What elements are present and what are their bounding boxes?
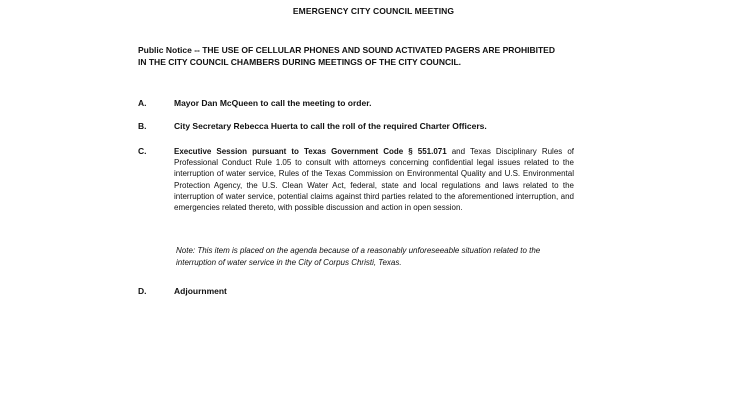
item-c-text xyxy=(174,146,574,213)
item-c-body: and Texas Disciplinary Rules of Professional Conduct Rule 1.05 to consult with attorneys concerning confidential legal issues related to the interruption of water service, Rules of the Texas Commission on Environmental Quality and U.S. Environmental Protection Agency, the U.S. Clean Water Act, federal, state and local regulations and laws related to the interruption of water service, potential claims against third parties related to the aforementioned interruption, and emergencies related thereto, with possible discussion and action in open session. xyxy=(174,147,574,213)
item-d-letter: D. xyxy=(138,286,147,296)
item-d-text: Adjournment xyxy=(174,286,227,296)
item-b-letter: B. xyxy=(138,121,147,131)
item-c-note: Note: This item is placed on the agenda because of a reasonably unforeseeable situation related to the interruption of water service in the City of Corpus Christi, Texas. xyxy=(176,246,541,267)
item-a-letter: A. xyxy=(138,98,147,108)
page-title: EMERGENCY CITY COUNCIL MEETING xyxy=(292,6,455,16)
item-c-letter: C. xyxy=(138,146,147,156)
item-b-text: City Secretary Rebecca Huerta to call the roll of the required Charter Officers. xyxy=(174,121,487,131)
item-c-lead: Executive Session pursuant to Texas Government Code § 551.071 xyxy=(174,147,447,156)
item-a-text: Mayor Dan McQueen to call the meeting to order. xyxy=(174,98,372,108)
public-notice: Public Notice -- THE USE OF CELLULAR PHONES AND SOUND ACTIVATED PAGERS ARE PROHIBITED IN THE CITY COUNCIL CHAMBERS DURING MEETINGS OF THE CITY COUNCIL. xyxy=(138,45,555,67)
